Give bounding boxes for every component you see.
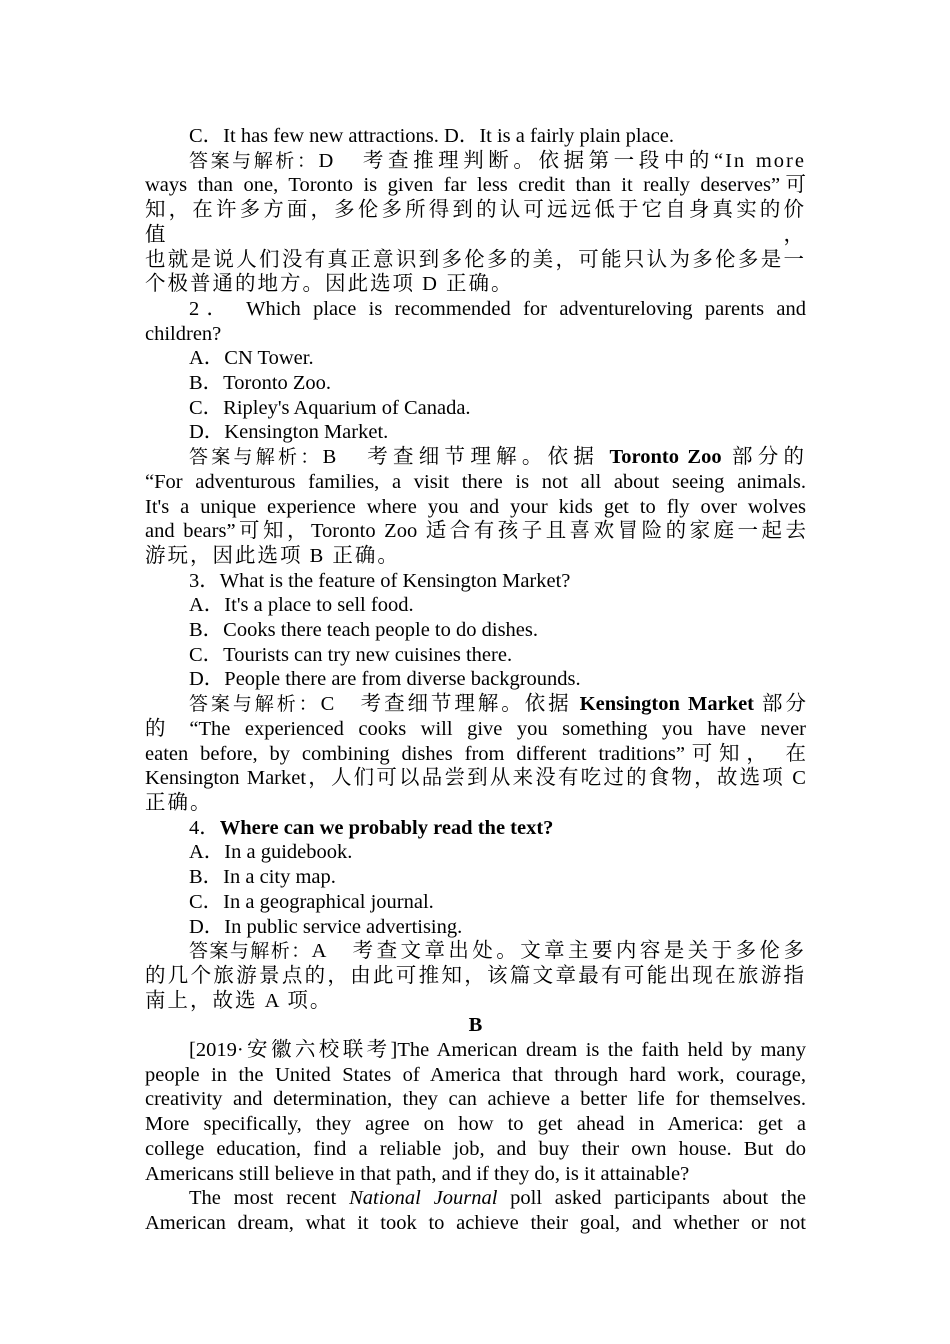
- passage-b-line-1: [2019·安徽六校联考]The American dream is the faith held by many: [189, 1039, 806, 1062]
- q3-answer-line-3: eaten before, by combining dishes from different traditions”可知， 在: [145, 742, 806, 765]
- answer-label: 答案与解析：: [189, 446, 323, 469]
- q4-answer-line-1: 答案与解析：A 考查文章出处。文章主要内容是关于多伦多: [189, 940, 806, 963]
- q3-option-c: C．Tourists can try new cuisines there.: [189, 643, 513, 666]
- q1-answer-line-4: 也就是说人们没有真正意识到多伦多的美，可能只认为多伦多是一: [145, 248, 806, 271]
- answer-label: 答案与解析：: [189, 940, 312, 963]
- q3-option-b: B．Cooks there teach people to do dishes.: [189, 619, 539, 642]
- q3-answer-line-4: Kensington Market，人们可以品尝到从来没有吃过的食物，故选项 C: [145, 767, 806, 790]
- q3-option-d: D．People there are from diverse backgrounds.: [189, 668, 581, 691]
- q4-option-b: B．In a city map.: [189, 866, 336, 889]
- q2-answer-line-3: It's a unique experience where you and your kids get to fly over wolves: [145, 495, 806, 518]
- q2-answer-line-5: 游玩，因此选项 B 正确。: [145, 544, 400, 567]
- q4-answer-line-2: 的几个旅游景点的，由此可推知，该篇文章最有可能出现在旅游指: [145, 964, 806, 987]
- section-heading: B: [468, 1014, 483, 1037]
- q4-option-c: C．In a geographical journal.: [189, 890, 434, 913]
- q3-option-a: A．It's a place to sell food.: [189, 594, 414, 617]
- passage-b-line-2: people in the United States of America that through hard work, courage,: [145, 1063, 806, 1086]
- q1-options-cd: C．It has few new attractions. D．It is a fairly plain place.: [189, 125, 675, 147]
- q2-question-line-1: 2． Which place is recommended for adventureloving parents and: [189, 297, 806, 320]
- q2-answer-line-1: 答案与解析：B 考查细节理解。依据 Toronto Zoo 部分的: [189, 446, 806, 469]
- q4-option-a: A．In a guidebook.: [189, 841, 353, 864]
- q1-answer-line-5: 个极普通的地方。因此选项 D 正确。: [145, 273, 514, 296]
- q2-option-b: B．Toronto Zoo.: [189, 372, 332, 395]
- q3-answer-line-2: 的 “The experienced cooks will give you something you have never: [145, 717, 806, 740]
- q2-question-line-2: children?: [145, 322, 222, 345]
- answer-label: 答案与解析：: [189, 149, 319, 172]
- q1-answer-line-3: 知，在许多方面，多伦多所得到的认可远远低于它自身真实的价值，: [145, 199, 806, 246]
- passage-b-line-6: Americans still believe in that path, and if they do, is it attainable?: [145, 1162, 690, 1185]
- q3-question: 3．What is the feature of Kensington Market?: [189, 569, 571, 592]
- q4-question: 4．Where can we probably read the text?: [189, 816, 554, 839]
- q4-option-d: D．In public service advertising.: [189, 915, 463, 938]
- passage-b-line-4: More specifically, they agree on how to get ahead in America: get a: [145, 1113, 806, 1136]
- passage-b-line-5: college education, find a reliable job, and buy their own house. But do: [145, 1137, 806, 1160]
- q1-answer-line-2: ways than one, Toronto is given far less credit than it really deserves”可: [145, 174, 806, 197]
- q2-option-c: C．Ripley's Aquarium of Canada.: [189, 396, 471, 419]
- answer-label: 答案与解析：: [189, 693, 321, 716]
- passage-b-line-3: creativity and determination, they can achieve a better life for themselves.: [145, 1088, 806, 1111]
- q1-answer-line-1: 答案与解析：D 考查推理判断。依据第一段中的“In more: [189, 149, 806, 172]
- passage-b-p2-line-2: American dream, what it took to achieve their goal, and whether or not: [145, 1211, 806, 1234]
- q2-answer-line-2: “For adventurous families, a visit there is not all about seeing animals.: [145, 470, 806, 493]
- q4-answer-line-3: 南上，故选 A 项。: [145, 989, 333, 1012]
- document-page: [145, 124, 806, 1236]
- q2-option-a: A．CN Tower.: [189, 347, 314, 370]
- q2-option-d: D．Kensington Market.: [189, 421, 389, 444]
- q3-answer-line-5: 正确。: [145, 791, 213, 814]
- q2-answer-line-4: and bears”可知，Toronto Zoo 适合有孩子且喜欢冒险的家庭一起去: [145, 520, 806, 543]
- passage-b-p2-line-1: The most recent National Journal poll asked participants about the: [189, 1187, 806, 1210]
- q3-answer-line-1: 答案与解析：C 考查细节理解。依据 Kensington Market 部分: [189, 693, 806, 716]
